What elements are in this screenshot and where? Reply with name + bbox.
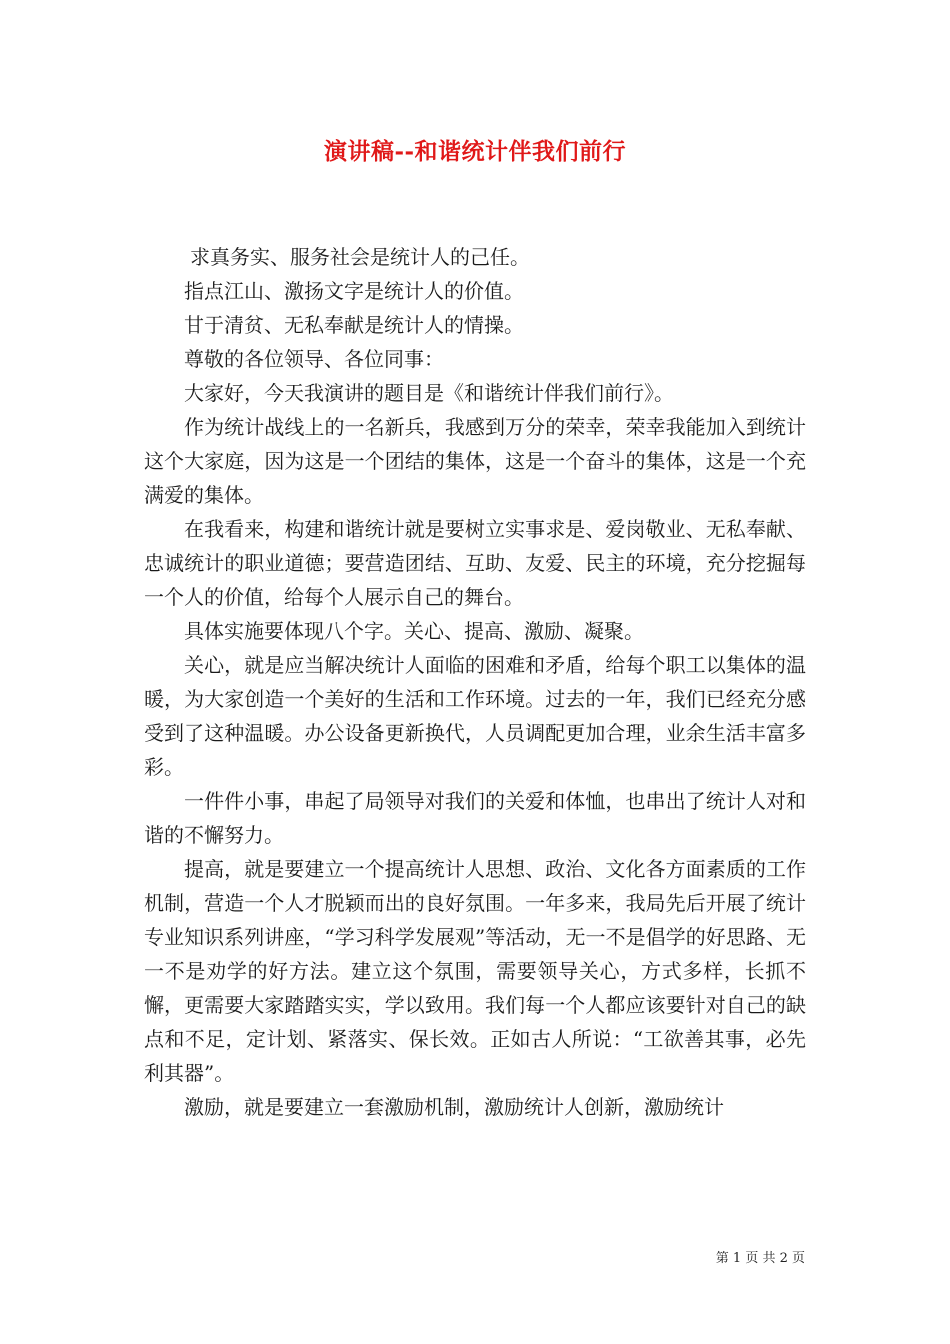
paragraph: 求真务实、服务社会是统计人的己任。 bbox=[190, 245, 530, 269]
paragraph: 关心，就是应当解决统计人面临的困难和矛盾，给每个职工以集体的温暖，为大家创造一个美好的生活和工作环境。过去的一年，我们已经充分感受到了这种温暖。办公设备更新换代，人员调配更加合理，业余生活丰富多彩。 bbox=[144, 653, 806, 779]
paragraph: 激励，就是要建立一套激励机制，激励统计人创新，激励统计 bbox=[184, 1095, 724, 1119]
paragraph: 大家好，今天我演讲的题目是《和谐统计伴我们前行》。 bbox=[184, 381, 674, 405]
paragraph: 指点江山、激扬文字是统计人的价值。 bbox=[184, 279, 524, 303]
paragraph: 提高，就是要建立一个提高统计人思想、政治、文化各方面素质的工作机制，营造一个人才脱颖而出的良好氛围。一年多来，我局先后开展了统计专业知识系列讲座，“学习科学发展观”等活动，无一不是倡学的好思路、无一不是劝学的好方法。建立这个氛围，需要领导关心，方式多样，长抓不懈，更需要大家踏踏实实，学以致用。我们每一个人都应该要针对自己的缺点和不足，定计划、紧落实、保长效。正如古人所说：“工欲善其事，必先利其器”。 bbox=[144, 857, 806, 1085]
paragraph: 尊敬的各位领导、各位同事： bbox=[184, 347, 444, 371]
paragraph: 一件件小事，串起了局领导对我们的关爱和体恤，也串出了统计人对和谐的不懈努力。 bbox=[144, 789, 806, 847]
document-body bbox=[144, 240, 806, 1124]
paragraph: 具体实施要体现八个字。关心、提高、激励、凝聚。 bbox=[184, 619, 644, 643]
paragraph: 作为统计战线上的一名新兵，我感到万分的荣幸，荣幸我能加入到统计这个大家庭，因为这是一个团结的集体，这是一个奋斗的集体，这是一个充满爱的集体。 bbox=[144, 415, 806, 507]
document-title: 演讲稿--和谐统计伴我们前行 bbox=[323, 138, 627, 165]
page-number: 第 1 页 共 2 页 bbox=[715, 1251, 805, 1266]
paragraph: 在我看来，构建和谐统计就是要树立实事求是、爱岗敬业、无私奉献、忠诚统计的职业道德；要营造团结、互助、友爱、民主的环境，充分挖掘每一个人的价值，给每个人展示自己的舞台。 bbox=[144, 517, 806, 609]
paragraph: 甘于清贫、无私奉献是统计人的情操。 bbox=[184, 313, 524, 337]
